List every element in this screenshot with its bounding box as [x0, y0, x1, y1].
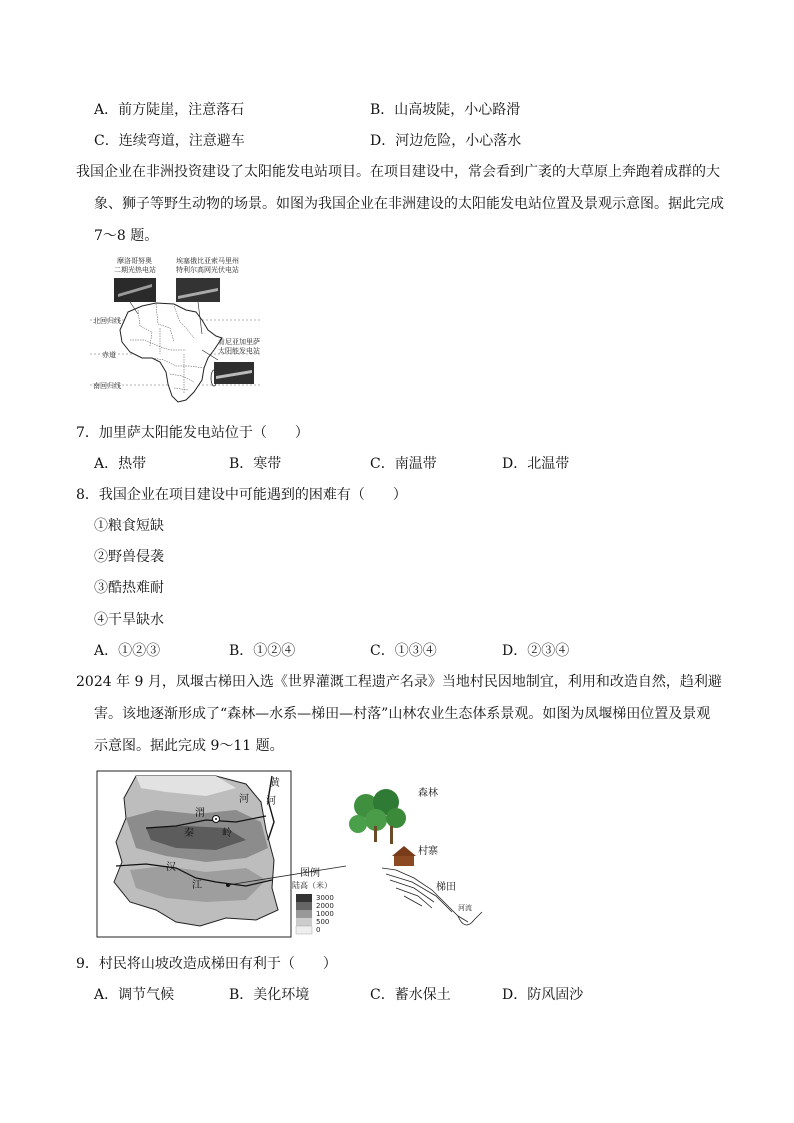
fengyan-terrace-figure [96, 770, 492, 940]
q9-option-b: B．美化环境 [229, 987, 310, 1003]
tropic-south-label: 南回归线 [93, 382, 121, 390]
intro-7-8-line3: 7～8 题。 [94, 228, 159, 244]
legend-0: 0 [316, 926, 321, 934]
q9-option-d: D．防风固沙 [502, 987, 584, 1003]
q6-option-c: C．连续弯道，注意避车 [94, 133, 245, 149]
label-qin: 秦 [184, 828, 194, 839]
label-forest: 森林 [418, 788, 438, 799]
q6-option-a: A．前方陡崖，注意落石 [94, 102, 245, 118]
q9-option-c: C．蓄水保土 [370, 987, 451, 1003]
q6-option-d: D．河边危险，小心落水 [370, 133, 522, 149]
africa-solar-map [90, 254, 262, 410]
intro-7-8-line1: 我国企业在非洲投资建设了太阳能发电站项目。在项目建设中，常会看到广袤的大草原上奔跑着成群的大 [76, 164, 720, 180]
label-he1: 河 [239, 794, 249, 805]
station1-label-line2: 二期光热电站 [114, 266, 156, 274]
label-he2: 河 [266, 796, 276, 807]
label-terrace: 梯田 [436, 882, 456, 893]
station3-label-line2: 太阳能发电站 [218, 347, 260, 355]
q6-option-b: B．山高坡陡，小心路滑 [370, 102, 521, 118]
intro-9-11-line2: 害。该地逐渐形成了“森林—水系—梯田—村落”山林农业生态体系景观。如图为凤堰梯田位置及景观 [94, 706, 711, 722]
forest-illustration [349, 789, 406, 844]
intro-9-11-line1: 2024 年 9 月，凤堰古梯田入选《世界灌溉工程遗产名录》当地村民因地制宜，利用和改造自然，趋利避 [76, 674, 722, 690]
legend-2000: 2000 [316, 902, 334, 910]
legend-title: 图例 [300, 868, 320, 879]
station3-label-line1: 肯尼亚加里萨 [218, 338, 260, 346]
q8-item3: ③酷热难耐 [94, 580, 164, 596]
legend-500: 500 [316, 918, 330, 926]
label-river: 河流 [458, 904, 472, 912]
q9-option-a: A．调节气候 [94, 987, 175, 1003]
q8-option-b: B．①②④ [229, 643, 296, 659]
q8-option-a: A．①②③ [94, 643, 161, 659]
terrace-illustration [382, 868, 482, 925]
q7-option-a: A．热带 [94, 456, 147, 472]
q8-item1: ①粮食短缺 [94, 518, 164, 534]
label-ling: 岭 [222, 828, 232, 839]
station1-label-line1: 摩洛哥努奥 [117, 257, 152, 265]
q8-item4: ④干旱缺水 [94, 612, 164, 628]
legend-1000: 1000 [316, 910, 334, 918]
q7-option-c: C．南温带 [370, 456, 437, 472]
station2-label-line2: 特利尔高网光伏电站 [176, 266, 239, 274]
village-illustration [392, 846, 416, 866]
q7-option-b: B．寒带 [229, 456, 282, 472]
q8-stem: 8．我国企业在项目建设中可能遇到的困难有（ ） [76, 487, 407, 503]
q7-stem: 7．加里萨太阳能发电站位于（ ） [76, 425, 309, 441]
equator-label: 赤道 [102, 351, 116, 359]
label-wei: 渭 [195, 808, 205, 819]
legend-subtitle: 陆高（米） [292, 881, 332, 890]
q8-item2: ②野兽侵袭 [94, 549, 164, 565]
label-huang: 黄 [270, 778, 280, 789]
intro-7-8-line2: 象、狮子等野生动物的场景。如图为我国企业在非洲建设的太阳能发电站位置及景观示意图。据此完成 [94, 196, 724, 212]
q7-option-d: D．北温带 [502, 456, 570, 472]
q8-option-c: C．①③④ [370, 643, 437, 659]
tropic-north-label: 北回归线 [93, 317, 121, 325]
station2-label-line1: 埃塞俄比亚索马里州 [176, 257, 239, 265]
q8-option-d: D．②③④ [502, 643, 570, 659]
label-jiang: 江 [192, 880, 202, 891]
legend-3000: 3000 [316, 894, 334, 902]
label-village: 村寨 [418, 846, 438, 857]
q9-stem: 9．村民将山坡改造成梯田有利于（ ） [76, 956, 337, 972]
intro-9-11-line3: 示意图。据此完成 9～11 题。 [94, 738, 284, 754]
africa-outline [120, 303, 222, 402]
label-han: 汉 [166, 862, 176, 873]
